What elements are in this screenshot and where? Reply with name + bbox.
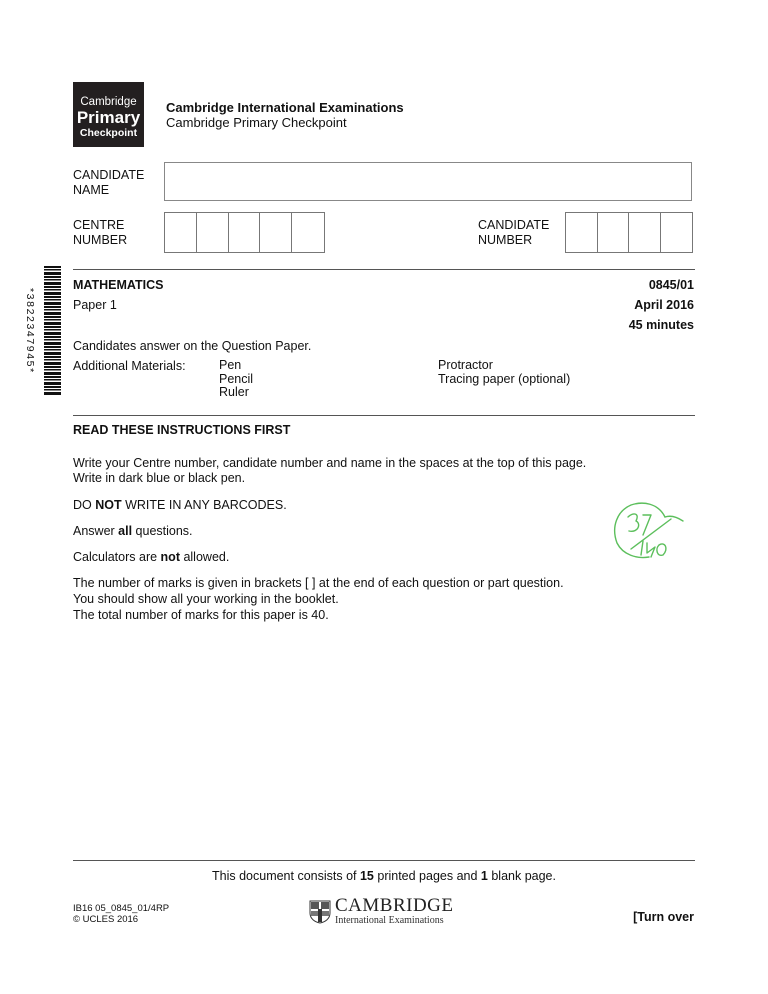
- cambridge-ie-logo: [309, 897, 454, 926]
- text-span: DO: [73, 498, 96, 512]
- score-text: 37: [603, 497, 605, 498]
- candidate-number-label-line2: NUMBER: [478, 233, 533, 247]
- instruction-line: Write in dark blue or black pen.: [73, 471, 246, 485]
- programme-title: Cambridge Primary Checkpoint: [166, 115, 347, 130]
- candidate-number-label: [478, 218, 549, 248]
- exam-duration: 45 minutes: [628, 318, 694, 332]
- text-span: Answer: [73, 524, 119, 538]
- document-reference: [73, 903, 169, 925]
- text-span: questions.: [132, 524, 193, 538]
- materials-label: Additional Materials:: [73, 359, 186, 373]
- reference-code: IB16 05_0845_01/4RP: [73, 903, 170, 914]
- printed-pages-count: 15: [359, 869, 374, 883]
- candidate-name-label-line2: NAME: [73, 183, 110, 197]
- copyright: © UCLES 2016: [73, 914, 139, 925]
- text-span: blank page.: [487, 869, 556, 883]
- instruction-calculators: [73, 550, 229, 565]
- page-count-note: [0, 869, 768, 884]
- candidate-name-field[interactable]: [164, 162, 692, 201]
- candidate-name-label: [73, 168, 144, 198]
- candidate-number-label-line1: CANDIDATE: [478, 218, 550, 232]
- material-item: Pencil: [219, 371, 254, 386]
- material-item: Tracing paper (optional): [438, 371, 571, 386]
- paper-label: Paper 1: [73, 298, 117, 312]
- emphasis: not: [160, 550, 180, 564]
- centre-number-label-line2: NUMBER: [73, 233, 128, 247]
- centre-number-digit-box[interactable]: [165, 213, 197, 252]
- candidate-number-digit-box[interactable]: [598, 213, 630, 252]
- materials-list-1: [219, 359, 253, 400]
- material-item: Protractor: [438, 358, 493, 372]
- subject-title: MATHEMATICS: [73, 278, 164, 292]
- centre-number-digit-box[interactable]: [229, 213, 261, 252]
- text-span: allowed.: [179, 550, 230, 564]
- instruction-barcodes: [73, 498, 287, 513]
- divider: [73, 415, 695, 416]
- divider: [73, 269, 695, 270]
- brand-subtitle: International Examinations: [335, 915, 444, 926]
- text-span: printed pages and: [373, 869, 481, 883]
- centre-number-digit-box[interactable]: [292, 213, 324, 252]
- barcode-number: *3822347945*: [24, 288, 36, 374]
- logo-line-2: Primary: [76, 108, 141, 127]
- instruction-line: The number of marks is given in brackets [ ] at the end of each question or part question.: [73, 576, 564, 590]
- candidate-number-digit-box[interactable]: [566, 213, 598, 252]
- candidate-number-digit-box[interactable]: [661, 213, 692, 252]
- materials-list-2: [438, 359, 570, 386]
- turn-over-label: [Turn over: [633, 910, 694, 924]
- centre-number-digit-box[interactable]: [260, 213, 292, 252]
- centre-number-label-line1: CENTRE: [73, 218, 125, 232]
- centre-number-boxes: [164, 212, 325, 253]
- logo-line-1: Cambridge: [80, 96, 137, 108]
- cambridge-primary-checkpoint-logo: [73, 82, 144, 147]
- logo-line-3: Checkpoint: [79, 127, 138, 139]
- candidate-number-digit-box[interactable]: [629, 213, 661, 252]
- blank-pages-count: 1: [480, 869, 488, 883]
- instruction-line: The total number of marks for this paper is 40.: [73, 608, 329, 622]
- instructions-heading: READ THESE INSTRUCTIONS FIRST: [73, 423, 291, 437]
- organization-title: Cambridge International Examinations: [166, 100, 404, 115]
- answer-note: Candidates answer on the Question Paper.: [73, 339, 312, 353]
- brand-word: CAMBRIDGE: [335, 895, 454, 916]
- exam-session: April 2016: [634, 298, 694, 312]
- centre-number-digit-box[interactable]: [197, 213, 229, 252]
- divider: [73, 860, 695, 861]
- centre-number-label: [73, 218, 127, 248]
- material-item: Ruler: [219, 385, 249, 399]
- text-span: Calculators are: [73, 550, 161, 564]
- emphasis: all: [118, 524, 133, 538]
- instruction-answer-all: [73, 524, 193, 539]
- emphasis: NOT: [95, 498, 122, 512]
- instruction-line: Write your Centre number, candidate number and name in the spaces at the top of this page.: [73, 456, 587, 470]
- instruction-line: You should show all your working in the booklet.: [73, 592, 339, 606]
- cambridge-crest-icon: [309, 900, 331, 924]
- handwritten-score-icon: [603, 497, 688, 567]
- text-span: WRITE IN ANY BARCODES.: [121, 498, 287, 512]
- paper-code: 0845/01: [648, 278, 694, 292]
- text-span: This document consists of: [212, 869, 360, 883]
- candidate-name-label-line1: CANDIDATE: [73, 168, 145, 182]
- material-item: Pen: [219, 358, 242, 372]
- candidate-number-boxes: [565, 212, 693, 253]
- barcode-icon: [44, 266, 61, 396]
